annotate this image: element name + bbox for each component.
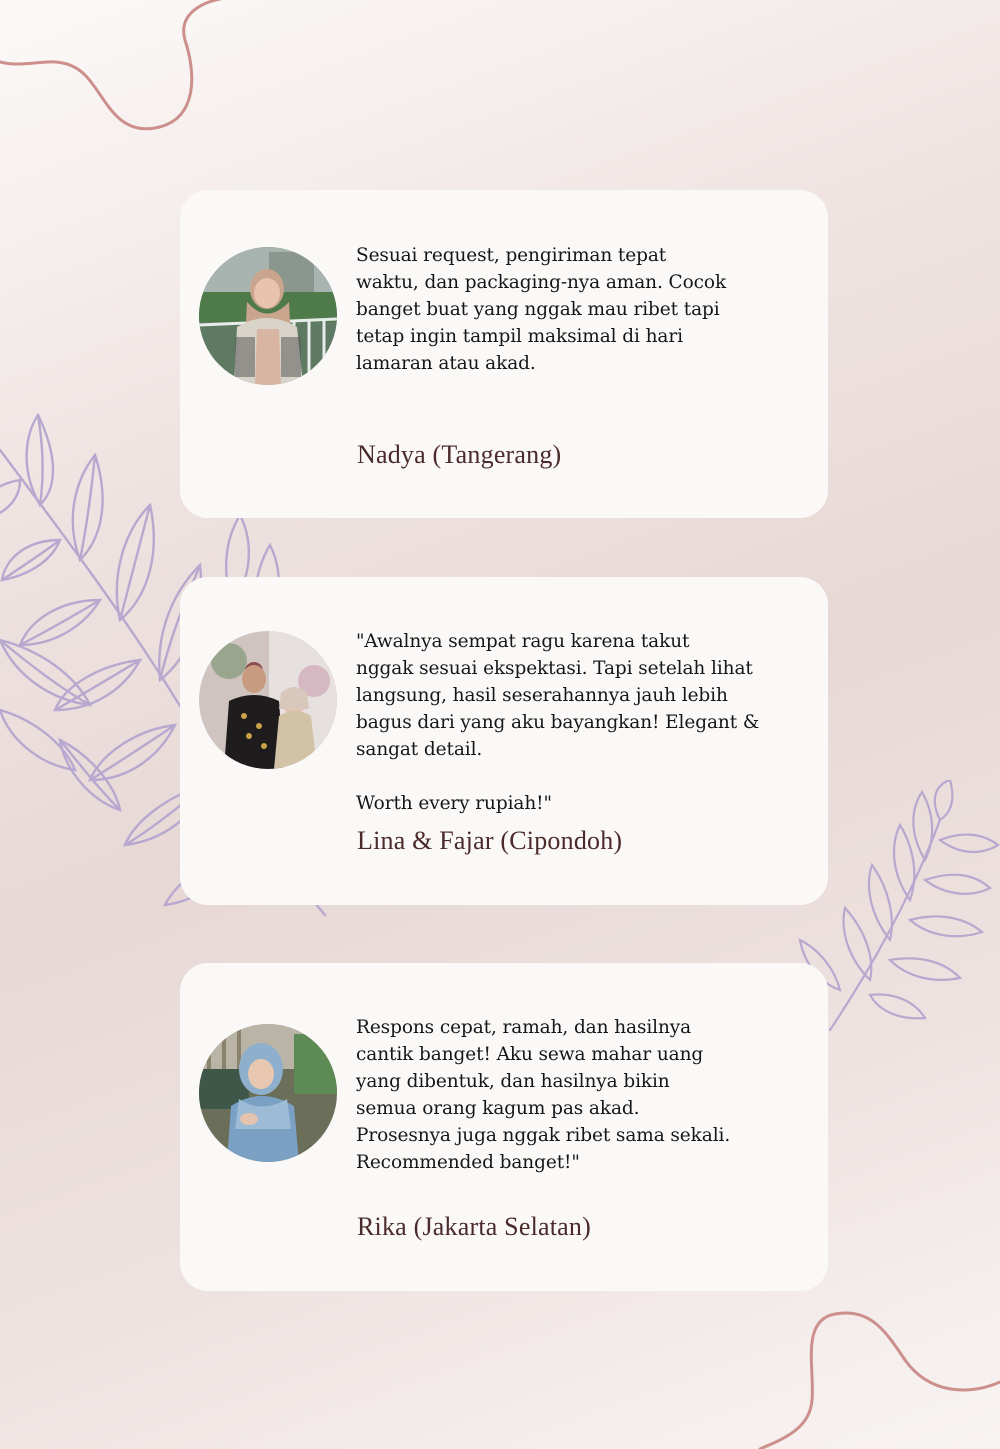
- testimonial-quote: Respons cepat, ramah, dan hasilnya cantik banget! Aku sewa mahar uang yang dibentuk, dan hasilnya bikin semua orang kagum pas akad. Prosesnya juga nggak ribet sama sekali. Recommended banget!": [356, 1017, 731, 1173]
- testimonial-card: [180, 190, 828, 518]
- squiggle-decoration-top: [0, 0, 240, 140]
- squiggle-decoration-bottom: [740, 1300, 1000, 1449]
- testimonial-quote: Sesuai request, pengiriman tepat waktu, dan packaging-nya aman. Cocok banget buat yang nggak mau ribet tapi tetap ingin tampil maksimal di hari lamaran atau akad.: [356, 245, 727, 374]
- testimonial-card: [180, 577, 828, 905]
- testimonial-author: Nadya (Tangerang): [357, 440, 562, 469]
- avatar: [199, 1024, 337, 1162]
- testimonial-author: Lina & Fajar (Cipondoh): [357, 826, 623, 855]
- avatar: [199, 247, 337, 385]
- avatar: [199, 631, 337, 769]
- testimonial-quote: "Awalnya sempat ragu karena takut nggak sesuai ekspektasi. Tapi setelah lihat langsung, hasil seserahannya jauh lebih bagus dari yang aku bayangkan! Elegant & sangat detail. Worth every rupiah!": [356, 631, 760, 814]
- testimonial-card: [180, 963, 828, 1291]
- testimonial-author: Rika (Jakarta Selatan): [357, 1212, 591, 1241]
